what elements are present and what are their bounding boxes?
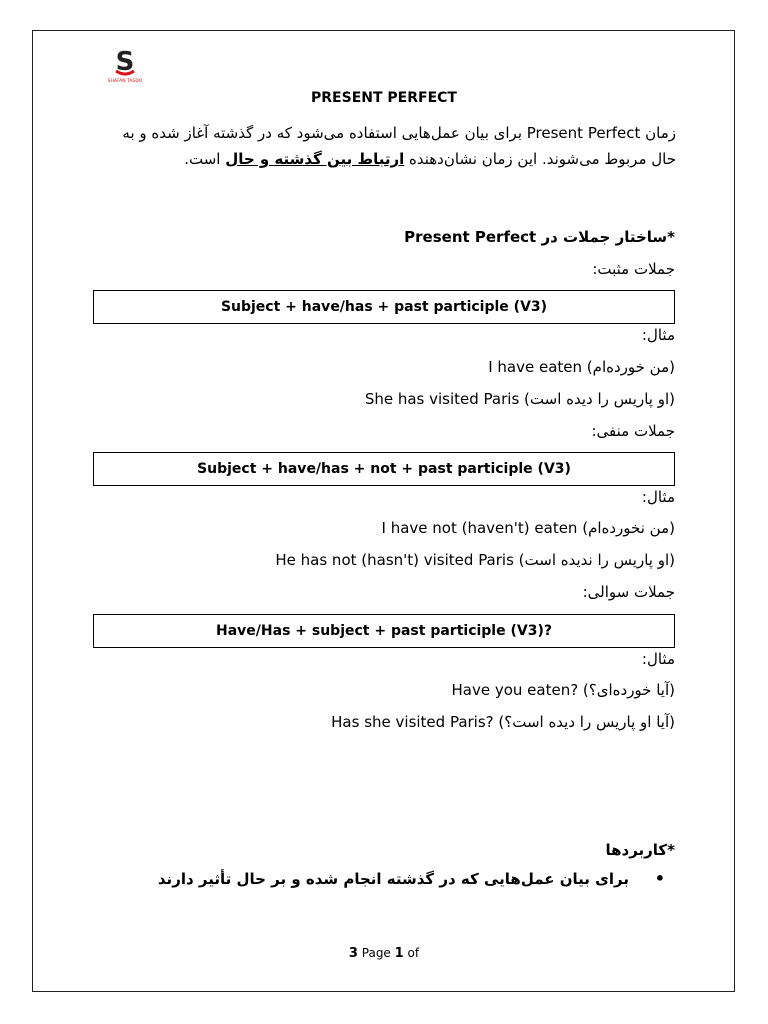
positive-formula-box [93, 290, 675, 324]
question-example-2: Has she visited Paris? (آیا او پاریس را دیده است؟) [331, 713, 675, 731]
intro-emphasis: ارتباط بین گذشته و حال [225, 150, 405, 168]
positive-formula: Subject + have/has + past participle (V3) [220, 299, 548, 315]
logo-caption: SHAFAN TASDO [107, 79, 143, 84]
negative-formula: Subject + have/has + not + past participle (V3) [197, 461, 571, 477]
positive-example-label: مثال: [641, 326, 675, 344]
footer-page-word: Page [361, 946, 391, 960]
bullet-icon: • [654, 869, 665, 888]
logo [92, 44, 158, 86]
uses-item-text: برای بیان عمل‌هایی که در گذشته انجام شده و بر حال تأثیر دارند [157, 870, 629, 888]
footer-of-word: of [407, 946, 420, 960]
intro-end: است. [184, 150, 226, 168]
positive-example-1: I have eaten (من خورده‌ام) [488, 358, 675, 376]
footer-page: 1 [394, 946, 404, 961]
negative-label: جملات منفی: [591, 422, 675, 440]
question-example-1: Have you eaten? (آیا خورده‌ای؟) [451, 681, 675, 699]
page-title: PRESENT PERFECT [311, 90, 457, 106]
logo-letter: S [115, 47, 135, 77]
uses-heading: *کاربردها [605, 841, 675, 859]
negative-example-1: I have not (haven't) eaten (من نخورده‌ام) [381, 519, 675, 537]
negative-example-2: He has not (hasn't) visited Paris (او پاریس را ندیده است) [275, 551, 675, 569]
question-example-label: مثال: [641, 650, 675, 668]
negative-formula-box [93, 452, 675, 486]
structure-heading: *ساختار جملات در Present Perfect [404, 228, 675, 246]
footer-total: 3 [348, 946, 358, 961]
question-formula: Have/Has + subject + past participle (V3)? [216, 623, 552, 639]
page-footer [0, 946, 768, 961]
intro-text: زمان Present Perfect برای بیان عمل‌هایی استفاده می‌شود که در گذشته آغاز شده و به حال مربوط می‌شوند. این زمان نشان‌دهنده [122, 124, 676, 168]
question-label: جملات سوالی: [582, 583, 675, 601]
uses-list-item [100, 868, 675, 890]
intro-paragraph [96, 120, 676, 172]
negative-example-label: مثال: [641, 488, 675, 506]
positive-label: جملات مثبت: [592, 260, 675, 278]
question-formula-box [93, 614, 675, 648]
positive-example-2: She has visited Paris (او پاریس را دیده است) [364, 390, 675, 408]
